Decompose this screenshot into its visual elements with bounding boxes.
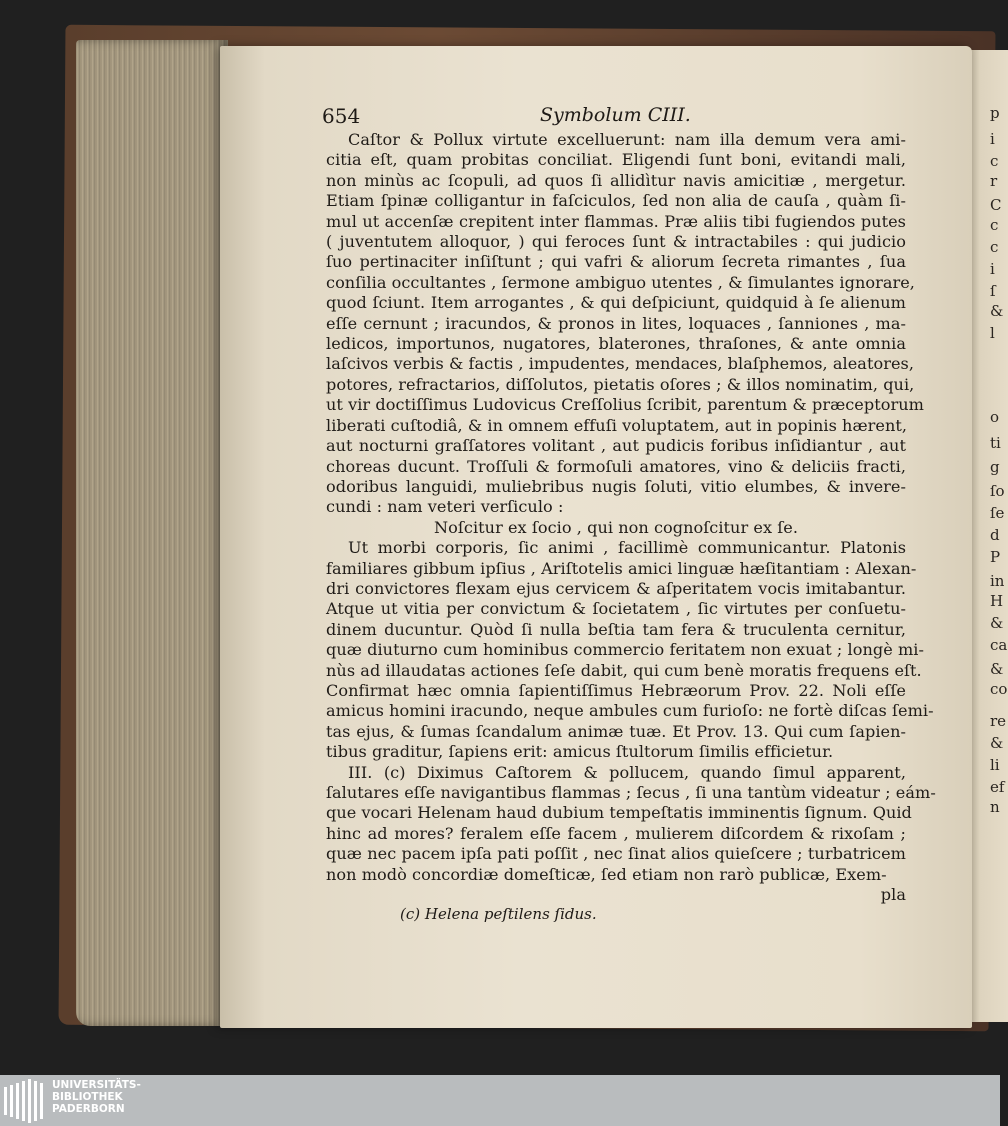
text-line: choreas ducunt. Troſſuli & formoſuli amatores, vino & deliciis fracti,: [326, 456, 906, 476]
text-line: hinc ad mores? feralem eſſe facem , mulierem diſcordem & rixoſam ;: [326, 823, 906, 843]
text-line: tibus graditur, ſapiens erit: amicus ſtultorum ſimilis efficietur.: [326, 742, 834, 762]
text-line: quæ nec pacem ipſa pati poſſit , nec ſinat alios quieſcere ; turbatricem: [326, 844, 906, 864]
next-page-fragment: l: [990, 324, 995, 342]
text-line: Noſcitur ex ſocio , qui non cognoſcitur ex ſe.: [434, 517, 798, 537]
text-line: dri convictores flexam ejus cervicem & aſperitatem vocis imitabantur.: [326, 578, 906, 598]
next-page-fragment: d: [990, 526, 1000, 544]
text-line: pla: [880, 885, 906, 905]
running-title: Symbolum CIII.: [540, 104, 691, 126]
page-number: 654: [322, 104, 361, 128]
text-line: quæ diuturno cum hominibus commercio feritatem non exuat ; longè mi-: [326, 640, 924, 660]
text-line: laſcivos verbis & factis , impudentes, mendaces, blaſphemos, aleatores,: [326, 354, 914, 374]
next-page-fragment: ti: [990, 434, 1001, 452]
next-page-fragment: re: [990, 712, 1007, 730]
text-line: dinem ducuntur. Quòd ſi nulla beſtia tam fera & truculenta cernitur,: [326, 619, 906, 639]
text-line: ſuo pertinaciter inſiſtunt ; qui vafri & aliorum ſecreta rimantes , ſua: [326, 252, 906, 272]
text-line: quod ſciunt. Item arrogantes , & qui deſpiciunt, quidquid à ſe alienum: [326, 293, 906, 313]
text-line: amicus homini iracundo, neque ambules cum furioſo: ne fortè diſcas ſemi-: [326, 701, 934, 721]
next-page-fragment: &: [990, 302, 1004, 320]
body-text: [326, 130, 936, 905]
text-line: aut nocturni graſſatores volitant , aut pudicis foribus inſidiantur , aut: [326, 436, 906, 456]
library-name-line: UNIVERSITÄTS-: [52, 1079, 141, 1091]
text-line: nùs ad illaudatas actiones ſeſe dabit, qui cum benè moratis frequens eſt.: [326, 660, 922, 680]
next-page-fragment: &: [990, 734, 1004, 752]
next-page-fragment: P: [990, 548, 1001, 566]
next-page-fragment: c: [990, 238, 999, 256]
text-line: conſilia occultantes , ſermone ambiguo utentes , & ſimulantes ignorare,: [326, 272, 915, 292]
next-page-strip: [968, 50, 1008, 1022]
text-line: III. (c) Diximus Caſtorem & pollucem, quando ſimul apparent,: [348, 762, 906, 782]
text-line: Atque ut vitia per convictum & ſocietatem , ſic virtutes per conſuetu-: [326, 599, 906, 619]
text-line: odoribus languidi, muliebribus nugis ſoluti, vitio elumbes, & invere-: [326, 476, 906, 496]
next-page-fragment: p: [990, 104, 1000, 122]
next-page-fragment: n: [990, 798, 1000, 816]
text-line: eſſe cernunt ; iracundos, & pronos in lites, loquaces , ſanniones , ma-: [326, 313, 906, 333]
text-line: tas ejus, & ſumas ſcandalum animæ tuæ. Et Prov. 13. Qui cum ſapien-: [326, 721, 906, 741]
footnote: (c) Helena peſtilens ſidus.: [400, 905, 597, 923]
text-line: non modò concordiæ domeſticæ, ſed etiam non rarò publicæ, Exem-: [326, 864, 887, 884]
text-line: mul ut accenſæ crepitent inter flammas. Præ aliis tibi fugiendos putes: [326, 211, 906, 231]
next-page-fragment: &: [990, 660, 1004, 678]
next-page-fragment: c: [990, 152, 999, 170]
text-line: cundi : nam veteri verſiculo :: [326, 497, 564, 517]
next-page-fragment: in: [990, 572, 1005, 590]
next-page-fragment: c: [990, 216, 999, 234]
text-line: ut vir doctiſſimus Ludovicus Creſſolius ſcribit, parentum & præceptorum: [326, 395, 924, 415]
text-line: ledicos, importunos, nugatores, blaterones, thraſones, & ante omnia: [326, 334, 906, 354]
library-name-line: PADERBORN: [52, 1103, 125, 1115]
text-line: Ut morbi corporis, ſic animi , facillimè communicantur. Platonis: [348, 538, 906, 558]
text-line: que vocari Helenam haud dubium tempeſtatis imminentis ſignum. Quid: [326, 803, 912, 823]
next-page-fragment: co: [990, 680, 1008, 698]
text-line: familiares gibbum ipſius , Ariſtotelis amici linguæ hæſitantiam : Alexan-: [326, 558, 917, 578]
next-page-fragment: li: [990, 756, 1000, 774]
next-page-fragment: H: [990, 592, 1004, 610]
text-line: ſalutares eſſe navigantibus flammas ; ſecus , ſi una tantùm videatur ; eám-: [326, 783, 936, 802]
next-page-fragment: i: [990, 130, 995, 148]
next-page-fragment: ſ: [990, 282, 996, 300]
text-line: Caſtor & Pollux virtute excelluerunt: nam illa demum vera ami-: [348, 130, 906, 149]
text-line: non minùs ac ſcopuli, ad quos ſi allidìtur navis amicitiæ , mergetur.: [326, 170, 906, 190]
text-line: citia eſt, quam probitas conciliat. Eligendi ſunt boni, evitandi mali,: [326, 150, 906, 170]
text-line: liberati cuſtodiâ, & in omnem effuſi voluptatem, aut in popinis hærent,: [326, 415, 908, 435]
next-page-fragment: r: [990, 172, 998, 190]
next-page-fragment: i: [990, 260, 995, 278]
library-name: [52, 1079, 141, 1115]
next-page-fragment: ef: [990, 778, 1005, 796]
text-line: Confirmat hæc omnia ſapientiſſimus Hebræorum Prov. 22. Noli eſſe: [326, 680, 906, 700]
next-page-fragment: ca: [990, 636, 1008, 654]
library-banner: [0, 1075, 1000, 1126]
page-edges: [76, 40, 228, 1026]
next-page-fragment: g: [990, 458, 1000, 476]
text-line: potores, refractarios, diſſolutos, pietatis oſores ; & illos nominatim, qui,: [326, 374, 915, 394]
text-line: ( juventutem alloquor, ) qui feroces ſunt & intractabiles : qui judicio: [326, 232, 906, 252]
next-page-fragment: ſe: [990, 504, 1005, 522]
next-page-fragment: o: [990, 408, 1000, 426]
text-line: Etiam ſpinæ colligantur in faſciculos, ſed non alia de cauſa , quàm ſi-: [326, 191, 906, 211]
next-page-fragment: C: [990, 196, 1002, 214]
next-page-fragment: ſo: [990, 482, 1005, 500]
next-page-fragment: &: [990, 614, 1004, 632]
library-logo-icon: [4, 1079, 44, 1123]
library-name-line: BIBLIOTHEK: [52, 1091, 123, 1103]
